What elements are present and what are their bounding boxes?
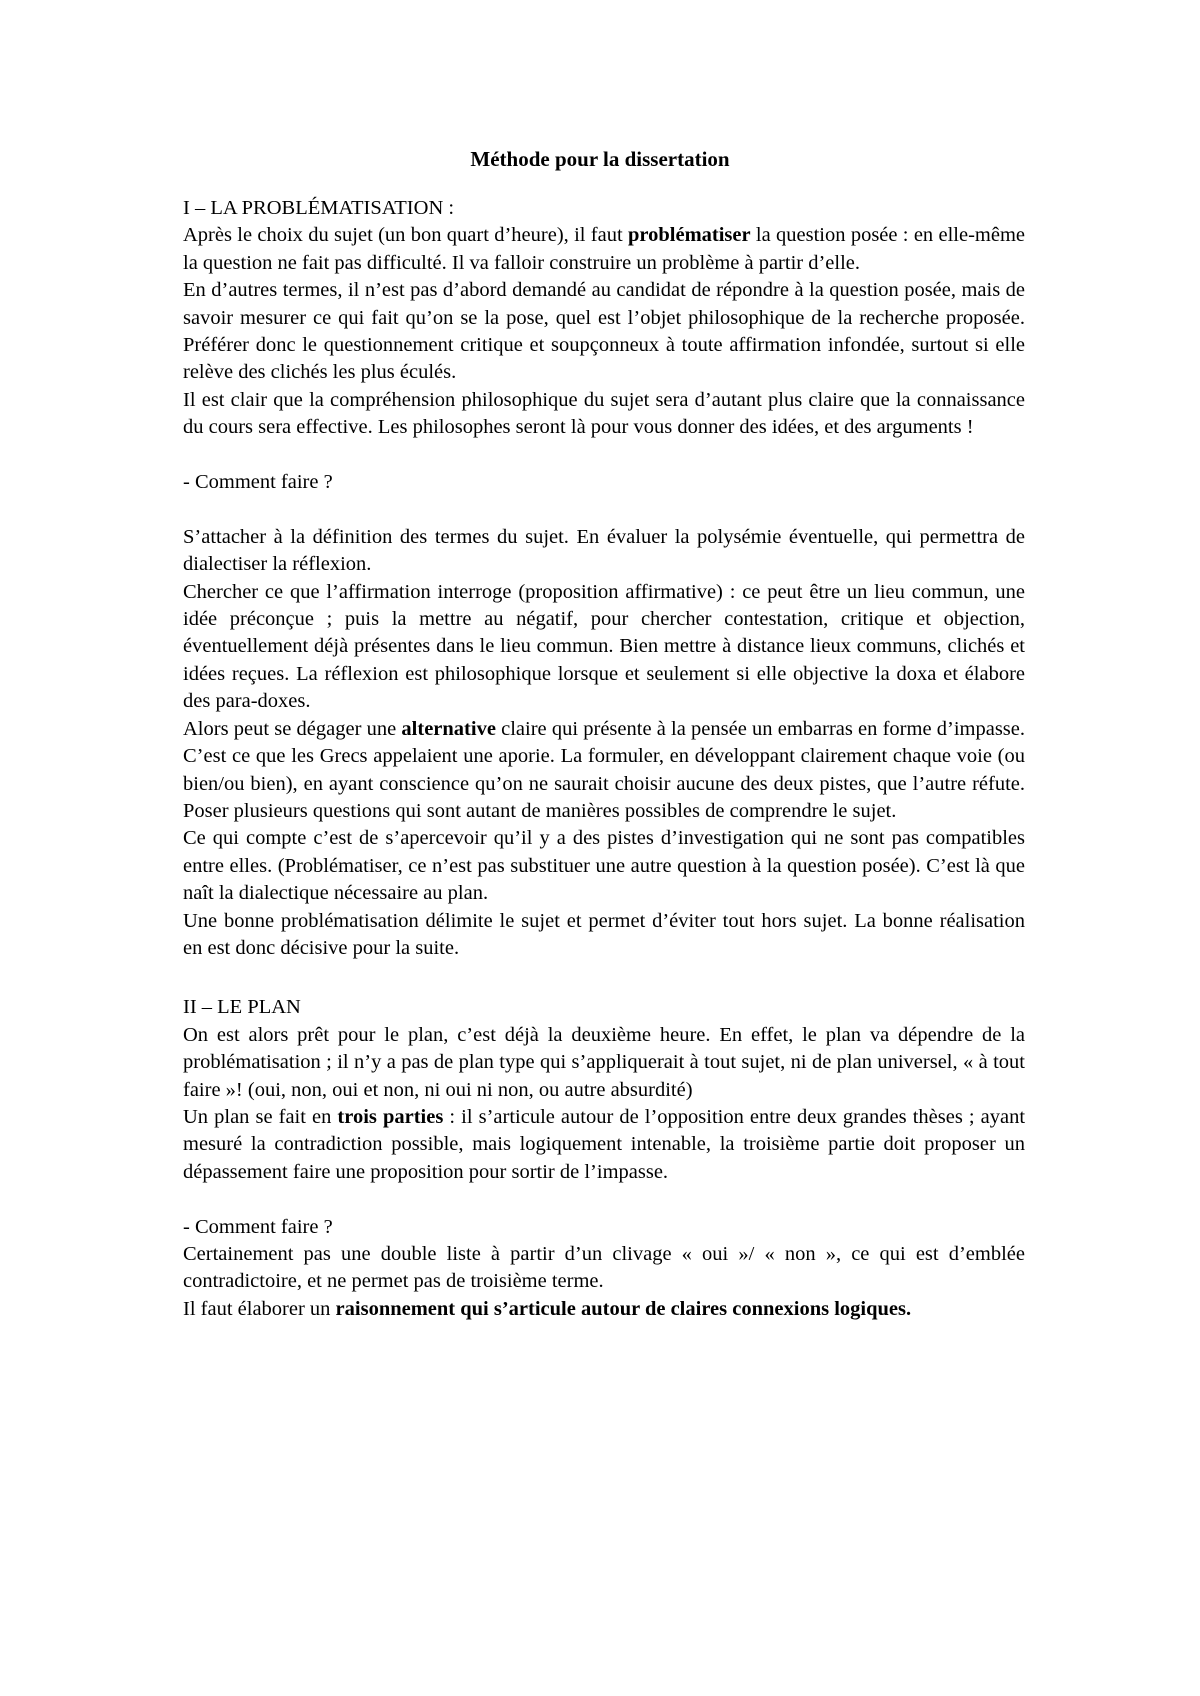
bold-term: raisonnement qui s’articule autour de claires connexions logiques.	[335, 1297, 912, 1320]
bold-term: trois parties	[337, 1105, 444, 1128]
paragraph	[183, 1104, 1025, 1186]
text-run: : il s’articule autour de l’opposition entre deux grandes thèses ; ayant mesuré la contradiction possible, mais logiquement intenable, la troisième partie doit proposer un dépassement faire une proposition pour sortir de l’impasse.	[183, 1105, 1026, 1183]
text-run: Après le choix du sujet (un bon quart d’heure), il faut	[183, 224, 628, 247]
subheading-comment-faire: - Comment faire ?	[183, 1215, 333, 1238]
paragraph: Ce qui compte c’est de s’apercevoir qu’il y a des pistes d’investigation qui ne sont pas compatibles entre elles. (Problématiser, ce n’est pas substituer une autre question à la question posée). C’est là que naît la dialectique nécessaire au plan.	[183, 827, 1025, 905]
text-run: Il faut élaborer un	[183, 1297, 336, 1320]
paragraph: On est alors prêt pour le plan, c’est déjà la deuxième heure. En effet, le plan va dépendre de la problématisation ; il n’y a pas de plan type qui s’appliquerait à tout sujet, ni de plan universel, « à tout faire »! (oui, non, oui et non, ni oui ni non, ou autre absurdité)	[183, 1023, 1025, 1101]
paragraph: Il est clair que la compréhension philosophique du sujet sera d’autant plus claire que la connaissance du cours sera effective. Les philosophes seront là pour vous donner des idées, et des arguments !	[183, 388, 1025, 439]
paragraph: Chercher ce que l’affirmation interroge (proposition affirmative) : ce peut être un lieu commun, une idée préconçue ; puis la mettre au négatif, pour chercher contestation, critique et objection, éventuellement déjà présentes dans le lieu commun. Bien mettre à distance lieux communs, clichés et idées reçues. La réflexion est philosophique lorsque et seulement si elle objective la doxa et élabore des para-doxes.	[183, 580, 1025, 713]
bold-term: problématiser	[628, 224, 751, 247]
spacer	[183, 442, 1025, 469]
paragraph: En d’autres termes, il n’est pas d’abord demandé au candidat de répondre à la question posée, mais de savoir mesurer ce qui fait qu’on se la pose, quel est l’objet philosophique de la recherche proposée. Préférer donc le questionnement critique et soupçonneux à toute affirmation infondée, surtout si elle relève des clichés les plus éculés.	[183, 279, 1025, 384]
text-run: claire qui présente à la pensée un embarras en forme d’impasse. C’est ce que les Grecs appelaient une aporie. La formuler, en développant clairement chaque voie (ou bien/ou bien), en ayant conscience qu’on ne saurait choisir aucune des deux pistes, que l’autre réfute. Poser plusieurs questions qui sont autant de manières possibles de comprendre le sujet.	[183, 717, 1025, 822]
document-title: Méthode pour la dissertation	[470, 147, 730, 171]
paragraph	[183, 716, 1025, 826]
paragraph: Une bonne problématisation délimite le sujet et permet d’éviter tout hors sujet. La bonne réalisation en est donc décisive pour la suite.	[183, 909, 1025, 959]
paragraph	[183, 1296, 1025, 1323]
section-heading-plan: II – LE PLAN	[183, 996, 301, 1019]
bold-term: alternative	[401, 717, 496, 740]
paragraph	[183, 222, 1025, 277]
document-body	[183, 195, 1025, 1323]
spacer	[183, 962, 1025, 994]
text-run: Un plan se fait en	[183, 1105, 338, 1128]
subheading-comment-faire: - Comment faire ?	[183, 471, 333, 494]
text-run: Alors peut se dégager une	[183, 717, 402, 740]
spacer	[183, 496, 1025, 523]
paragraph: S’attacher à la définition des termes du sujet. En évaluer la polysémie éventuelle, qui permettra de dialectiser la réflexion.	[183, 525, 1025, 576]
spacer	[183, 1186, 1025, 1213]
text-run: la question posée : en elle-même la question ne fait pas difficulté. Il va falloir construire un problème à partir d’elle.	[183, 224, 1025, 274]
section-heading-problematisation: I – LA PROBLÉMATISATION :	[183, 197, 455, 219]
paragraph: Certainement pas une double liste à partir d’un clivage « oui »/ « non », ce qui est d’emblée contradictoire, et ne permet pas de troisième terme.	[183, 1242, 1025, 1293]
